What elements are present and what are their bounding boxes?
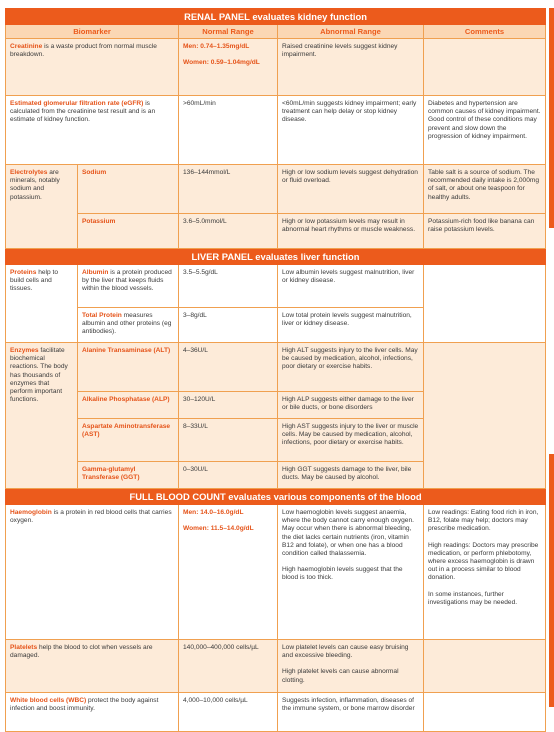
comments-haemoglobin: Low readings: Eating food rich in iron, B12, folate may help; doctors may prescribe medication. High readings: Doctors may prescribe medication, or perform phlebotomy, where excess haemoglobin is drawn out in a process similar to blood donation. In some instances, further investigations may be needed. bbox=[424, 505, 546, 640]
comments-creatinine bbox=[424, 39, 546, 96]
header-comments: Comments bbox=[424, 25, 546, 39]
renal-panel-title: RENAL PANEL evaluates kidney function bbox=[6, 9, 546, 25]
biomarker-haemoglobin: Haemoglobin is a protein in red blood cells that carries oxygen. bbox=[6, 505, 179, 640]
liver-panel-title: LIVER PANEL evaluates liver function bbox=[6, 249, 546, 265]
normal-creatinine: Men: 0.74–1.35mg/dL Women: 0.59–1.04mg/dL bbox=[179, 39, 278, 96]
sub-biomarker-albumin: Albumin is a protein produced by the liver that keeps fluids within the blood vessels. bbox=[78, 265, 179, 308]
normal-ggt: 0–30U/L bbox=[179, 462, 278, 489]
header-abnormal-range: Abnormal Range bbox=[278, 25, 424, 39]
normal-egfr: >60mL/min bbox=[179, 96, 278, 165]
abnormal-wbc: Suggests infection, inflammation, diseases of the immune system, or bone marrow disorder bbox=[278, 693, 424, 732]
abnormal-platelets: Low platelet levels can cause easy bruising and excessive bleeding. High platelet levels can cause abnormal clotting. bbox=[278, 640, 424, 693]
abnormal-total-protein: Low total protein levels suggest malnutrition, liver or kidney disease. bbox=[278, 308, 424, 343]
sub-biomarker-potassium: Potassium bbox=[78, 214, 179, 249]
normal-wbc: 4,000–10,000 cells/µL bbox=[179, 693, 278, 732]
comments-wbc bbox=[424, 693, 546, 732]
comments-proteins bbox=[424, 265, 546, 343]
abnormal-sodium: High or low sodium levels suggest dehydration or fluid overload. bbox=[278, 165, 424, 214]
biomarker-wbc: White blood cells (WBC) protect the body against infection and boost immunity. bbox=[6, 693, 179, 732]
normal-ast: 8–33U/L bbox=[179, 419, 278, 462]
abnormal-creatinine: Raised creatinine levels suggest kidney impairment. bbox=[278, 39, 424, 96]
normal-albumin: 3.5–5.5g/dL bbox=[179, 265, 278, 308]
row-sodium bbox=[6, 165, 546, 214]
sub-biomarker-alp: Alkaline Phosphatase (ALP) bbox=[78, 392, 179, 419]
header-normal-range: Normal Range bbox=[179, 25, 278, 39]
biomarker-electrolytes: Electrolytes are minerals, notably sodium and potassium. bbox=[6, 165, 78, 249]
abnormal-albumin: Low albumin levels suggest malnutrition, liver or kidney disease. bbox=[278, 265, 424, 308]
abnormal-alp: High ALP suggests either damage to the liver or bile ducts, or bone disorders bbox=[278, 392, 424, 419]
sub-biomarker-sodium: Sodium bbox=[78, 165, 179, 214]
biomarker-table bbox=[5, 8, 546, 732]
sub-biomarker-alt: Alanine Transaminase (ALT) bbox=[78, 343, 179, 392]
normal-alt: 4–36U/L bbox=[179, 343, 278, 392]
liver-panel-title-row bbox=[6, 249, 546, 265]
abnormal-ggt: High GGT suggests damage to the liver, bile ducts. May be caused by alcohol. bbox=[278, 462, 424, 489]
comments-platelets bbox=[424, 640, 546, 693]
row-egfr bbox=[6, 96, 546, 165]
comments-potassium: Potassium-rich food like banana can raise potassium levels. bbox=[424, 214, 546, 249]
row-platelets bbox=[6, 640, 546, 693]
abnormal-potassium: High or low potassium levels may result in abnormal heart rhythms or muscle weakness. bbox=[278, 214, 424, 249]
biomarker-platelets: Platelets help the blood to clot when vessels are damaged. bbox=[6, 640, 179, 693]
side-accent-bar bbox=[549, 8, 554, 228]
row-wbc bbox=[6, 693, 546, 732]
renal-panel-title-row bbox=[6, 9, 546, 25]
row-potassium bbox=[6, 214, 546, 249]
biomarker-proteins: Proteins help to build cells and tissues. bbox=[6, 265, 78, 343]
sub-biomarker-total-protein: Total Protein measures albumin and other proteins (eg antibodies). bbox=[78, 308, 179, 343]
comments-egfr: Diabetes and hypertension are common causes of kidney impairment. Good control of these conditions may prevent and slow down the progression of kidney impairment. bbox=[424, 96, 546, 165]
abnormal-alt: High ALT suggests injury to the liver cells. May be caused by medication, alcohol, infections, poor dietary or exercise habits. bbox=[278, 343, 424, 392]
comments-enzymes bbox=[424, 343, 546, 489]
biomarker-egfr: Estimated glomerular filtration rate (eGFR) is calculated from the creatinine test result and is an estimate of kidney function. bbox=[6, 96, 179, 165]
comments-sodium: Table salt is a source of sodium. The recommended daily intake is 2,000mg of salt, or about one teaspoon for healthy adults. bbox=[424, 165, 546, 214]
abnormal-ast: High AST suggests injury to the liver or muscle cells. May be caused by medication, alcohol, infections, poor dietary or exercise habits. bbox=[278, 419, 424, 462]
column-header-row bbox=[6, 25, 546, 39]
row-haemoglobin bbox=[6, 505, 546, 640]
abnormal-egfr: <60mL/min suggests kidney impairment; early treatment can help delay or stop kidney disease. bbox=[278, 96, 424, 165]
biomarker-creatinine: Creatinine is a waste product from normal muscle breakdown. bbox=[6, 39, 179, 96]
fbc-panel-title-row bbox=[6, 489, 546, 505]
normal-haemoglobin: Men: 14.0–16.0g/dL Women: 11.5–14.0g/dL bbox=[179, 505, 278, 640]
normal-alp: 30–120U/L bbox=[179, 392, 278, 419]
normal-sodium: 136–144mmol/L bbox=[179, 165, 278, 214]
abnormal-haemoglobin: Low haemoglobin levels suggest anaemia, where the body cannot carry enough oxygen. May occur when there is abnormal bleeding, the diet lacks certain nutrients (iron, vitamin B12 and folate), or when one has a blood condition called thalassemia. High haemoglobin levels suggest that the blood is too thick. bbox=[278, 505, 424, 640]
normal-total-protein: 3–8g/dL bbox=[179, 308, 278, 343]
normal-platelets: 140,000–400,000 cells/µL bbox=[179, 640, 278, 693]
header-biomarker: Biomarker bbox=[6, 25, 179, 39]
fbc-panel-title: FULL BLOOD COUNT evaluates various components of the blood bbox=[6, 489, 546, 505]
side-accent-bar bbox=[549, 454, 554, 707]
normal-potassium: 3.6–5.0mmol/L bbox=[179, 214, 278, 249]
row-albumin bbox=[6, 265, 546, 308]
sub-biomarker-ggt: Gamma-glutamyl Transferase (GGT) bbox=[78, 462, 179, 489]
biomarker-name: Creatinine bbox=[10, 43, 43, 50]
row-creatinine bbox=[6, 39, 546, 96]
biomarker-enzymes: Enzymes facilitate biochemical reactions. The body has thousands of enzymes that perform important functions. bbox=[6, 343, 78, 489]
sub-biomarker-ast: Aspartate Aminotransferase (AST) bbox=[78, 419, 179, 462]
row-alt bbox=[6, 343, 546, 392]
